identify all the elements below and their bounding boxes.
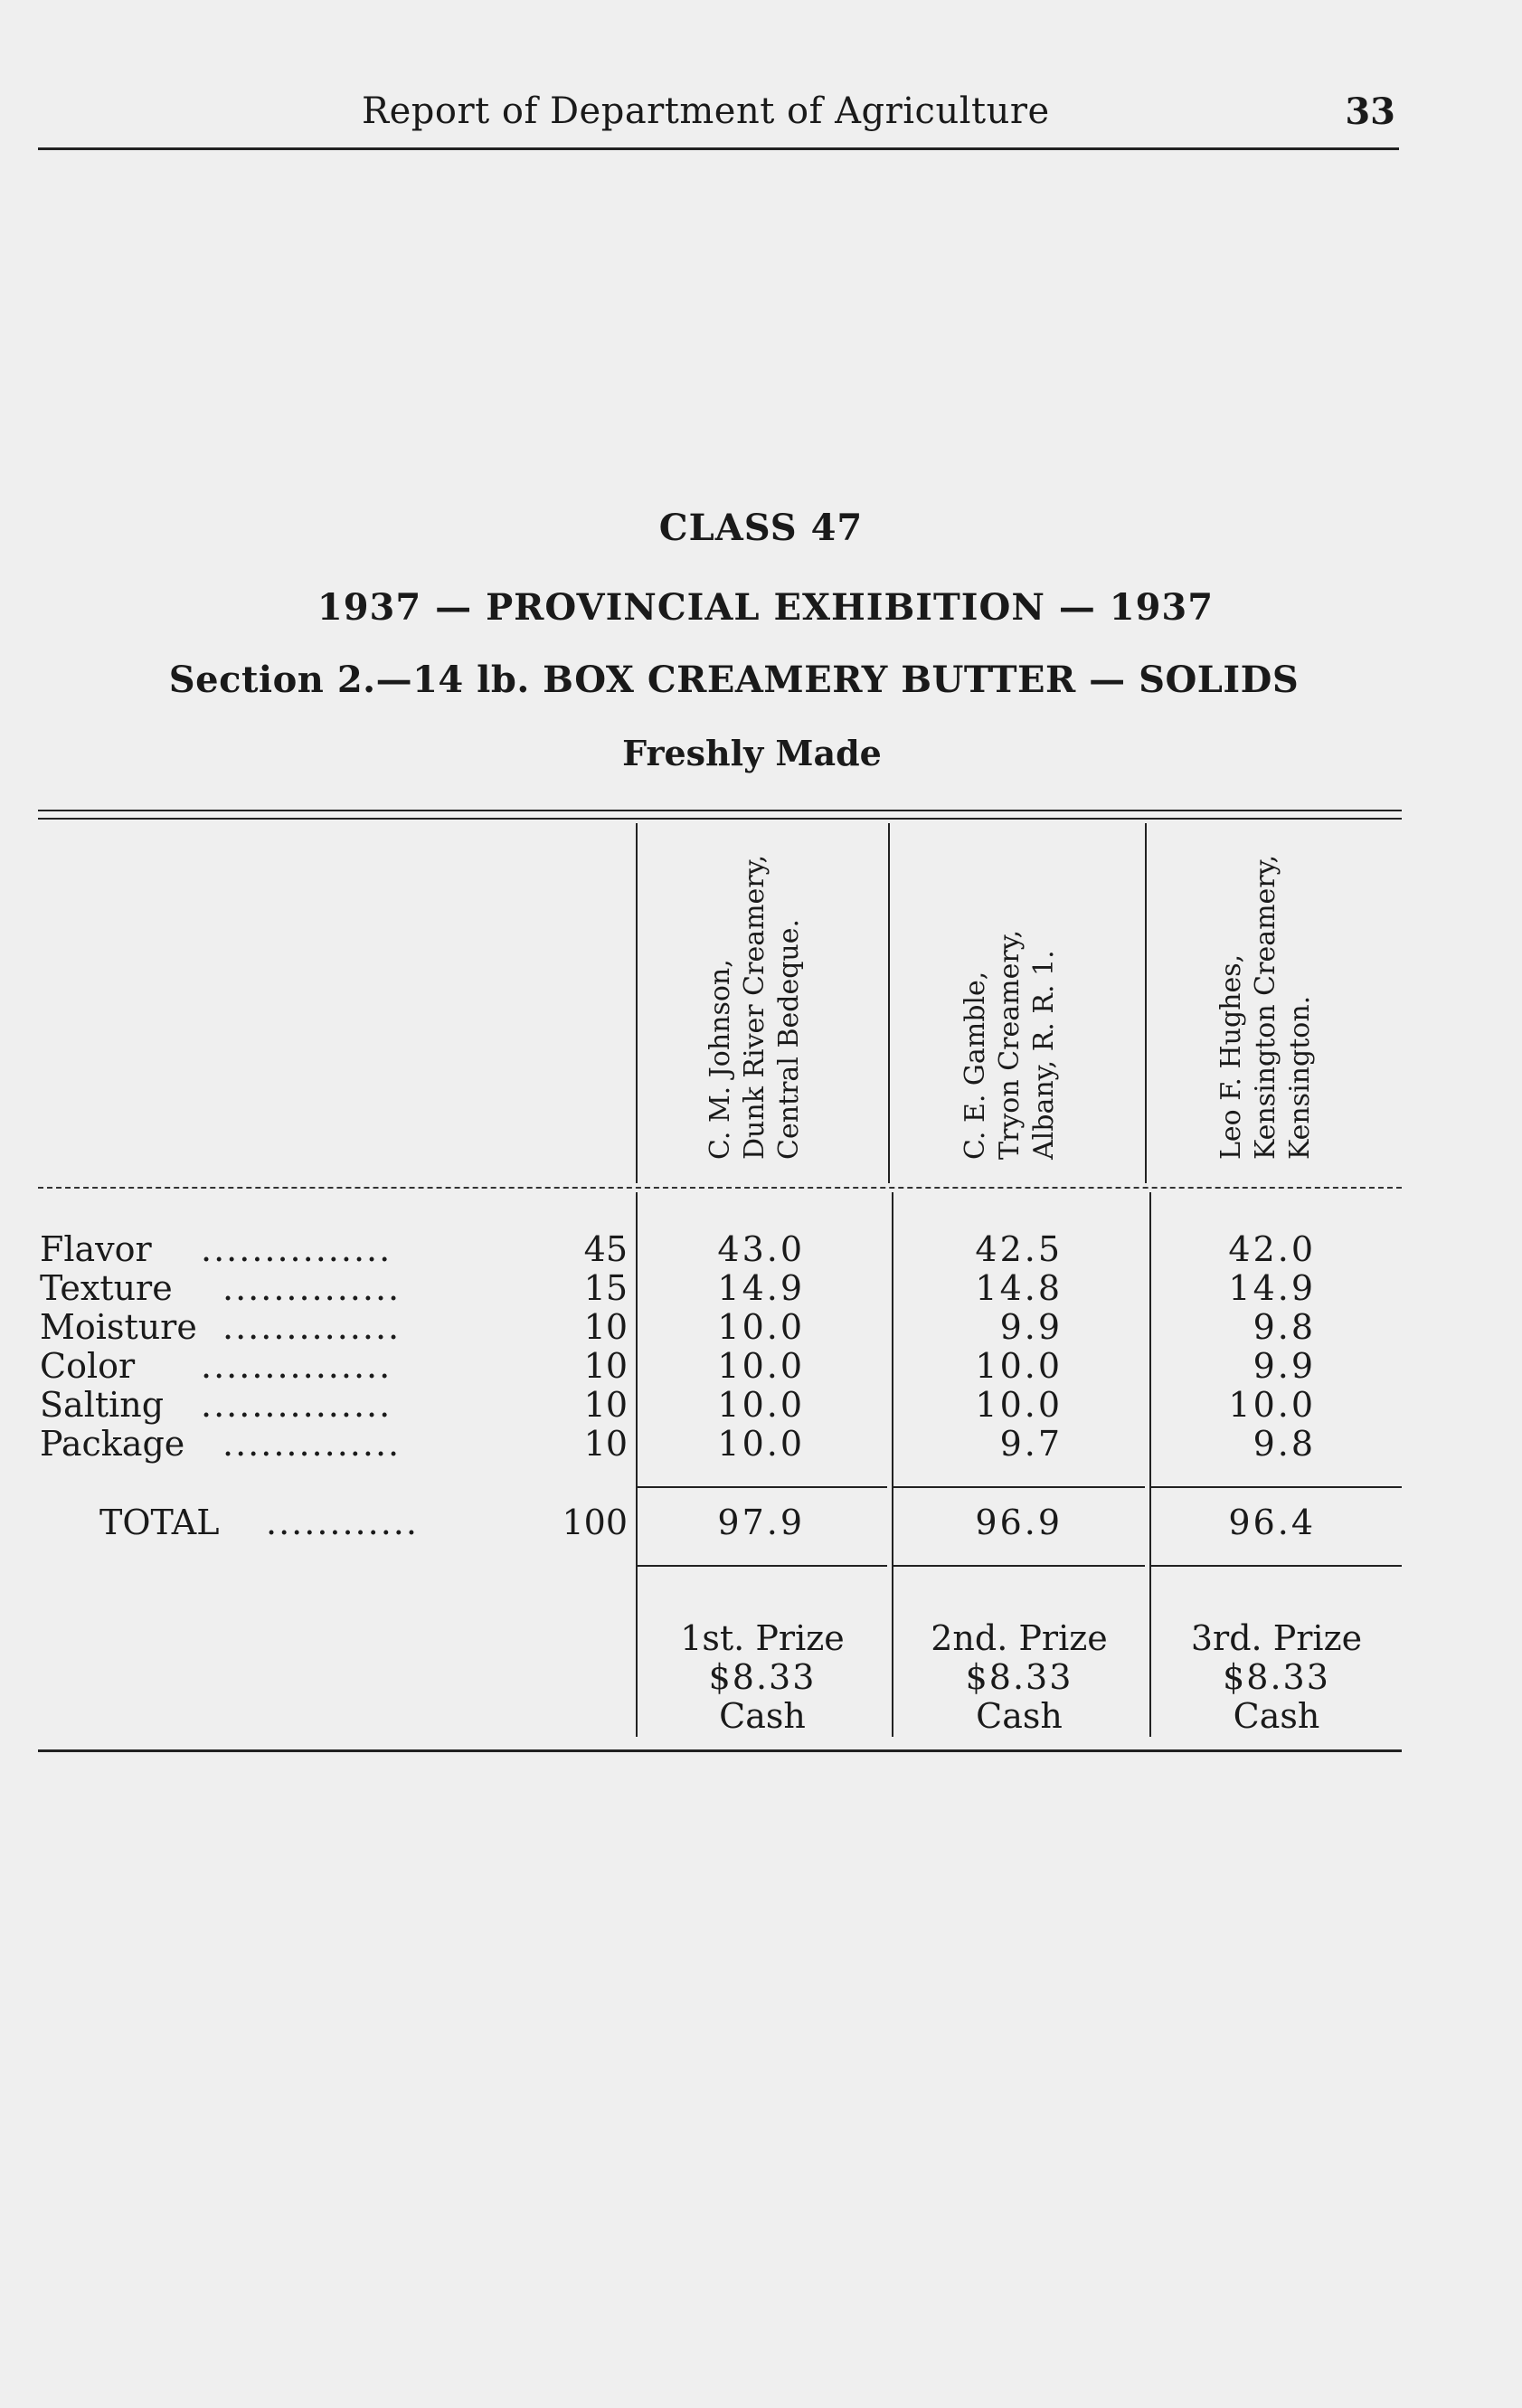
prize-amount: $8.33	[965, 1657, 1073, 1697]
page-number: 33	[1345, 90, 1395, 133]
score-cell: 9.7	[999, 1424, 1063, 1464]
running-head: Report of Department of Agriculture	[362, 90, 1050, 132]
exhibitor-creamery: Kensington Creamery,	[1250, 854, 1281, 1160]
score-cell: 10.0	[717, 1424, 805, 1464]
exhibitor-name: C. M. Johnson,	[704, 959, 736, 1160]
criterion-max: 15	[583, 1268, 628, 1308]
table-top-rule	[38, 810, 1402, 811]
section-title: Section 2.—14 lb. BOX CREAMERY BUTTER — SOLIDS	[168, 659, 1300, 701]
exhibitor-address: Central Bedeque.	[773, 918, 805, 1160]
leader-dots: ............	[266, 1503, 419, 1542]
criterion-max: 10	[583, 1424, 628, 1464]
prize-type: Cash	[1233, 1696, 1320, 1736]
score-cell: 10.0	[975, 1346, 1063, 1386]
score-cell: 42.5	[975, 1229, 1063, 1269]
prize-cell	[638, 1619, 887, 1736]
exhibitor-creamery: Dunk River Creamery,	[739, 854, 770, 1160]
prize-amount: $8.33	[708, 1657, 817, 1697]
score-cell: 10.0	[717, 1385, 805, 1425]
score-cell: 14.9	[1228, 1268, 1316, 1308]
criterion-label: Package	[40, 1424, 185, 1464]
score-cell: 10.0	[717, 1346, 805, 1386]
table-bottom-rule	[38, 1749, 1402, 1752]
score-cell: 9.9	[999, 1307, 1063, 1347]
total-cell: 96.9	[975, 1503, 1063, 1542]
score-cell: 9.9	[1253, 1346, 1316, 1386]
column-divider	[636, 823, 638, 1183]
score-cell: 42.0	[1228, 1229, 1316, 1269]
prize-rank: 2nd. Prize	[931, 1618, 1108, 1658]
score-cell: 10.0	[1228, 1385, 1316, 1425]
leader-dots: ..............	[222, 1268, 402, 1308]
totals-rule	[1151, 1486, 1402, 1488]
criterion-label: Moisture	[40, 1307, 197, 1347]
prize-rank: 3rd. Prize	[1190, 1618, 1363, 1658]
leader-dots: ...............	[201, 1346, 392, 1386]
criterion-label: Texture	[40, 1268, 173, 1308]
criterion-label: Color	[40, 1346, 136, 1386]
heading-divider	[38, 1187, 1402, 1189]
leader-dots: ...............	[201, 1229, 392, 1269]
prize-type: Cash	[719, 1696, 806, 1736]
leader-dots: ..............	[222, 1307, 402, 1347]
prize-rule	[1151, 1565, 1402, 1567]
score-cell: 14.9	[717, 1268, 805, 1308]
criterion-max: 10	[583, 1307, 628, 1347]
score-cell: 9.8	[1253, 1424, 1316, 1464]
total-label: TOTAL	[99, 1503, 220, 1542]
score-cell: 10.0	[975, 1385, 1063, 1425]
total-cell: 96.4	[1228, 1503, 1316, 1542]
column-divider	[1145, 823, 1147, 1183]
score-cell: 43.0	[717, 1229, 805, 1269]
class-title: CLASS 47	[658, 507, 864, 549]
total-max: 100	[562, 1503, 628, 1542]
score-cell: 10.0	[717, 1307, 805, 1347]
exhibitor-name: C. E. Gamble,	[960, 971, 991, 1160]
column-divider	[888, 823, 890, 1183]
criterion-label: Flavor	[40, 1229, 152, 1269]
prize-rank: 1st. Prize	[680, 1618, 845, 1658]
criterion-max: 10	[583, 1385, 628, 1425]
exhibition-title: 1937 — PROVINCIAL EXHIBITION — 1937	[317, 586, 1215, 629]
leader-dots: ...............	[201, 1385, 392, 1425]
leader-dots: ..............	[222, 1424, 402, 1464]
prize-rule	[636, 1565, 887, 1567]
prize-type: Cash	[976, 1696, 1063, 1736]
table-top-rule-2	[38, 818, 1402, 820]
score-cell: 14.8	[975, 1268, 1063, 1308]
prize-rule	[893, 1565, 1145, 1567]
exhibitor-creamery: Tryon Creamery,	[994, 929, 1026, 1160]
criterion-max: 10	[583, 1346, 628, 1386]
prize-amount: $8.33	[1223, 1657, 1330, 1697]
totals-rule	[893, 1486, 1145, 1488]
exhibitor-address: Kensington.	[1284, 995, 1316, 1160]
prize-cell	[893, 1619, 1145, 1736]
criterion-label: Salting	[40, 1385, 165, 1425]
prize-cell	[1151, 1619, 1402, 1736]
score-cell: 9.8	[1253, 1307, 1316, 1347]
exhibitor-address: Albany, R. R. 1.	[1028, 950, 1060, 1160]
totals-rule	[636, 1486, 887, 1488]
criterion-max: 45	[583, 1229, 628, 1269]
subtitle: Freshly Made	[622, 733, 882, 773]
total-cell: 97.9	[717, 1503, 805, 1542]
exhibitor-name: Leo F. Hughes,	[1215, 953, 1247, 1160]
